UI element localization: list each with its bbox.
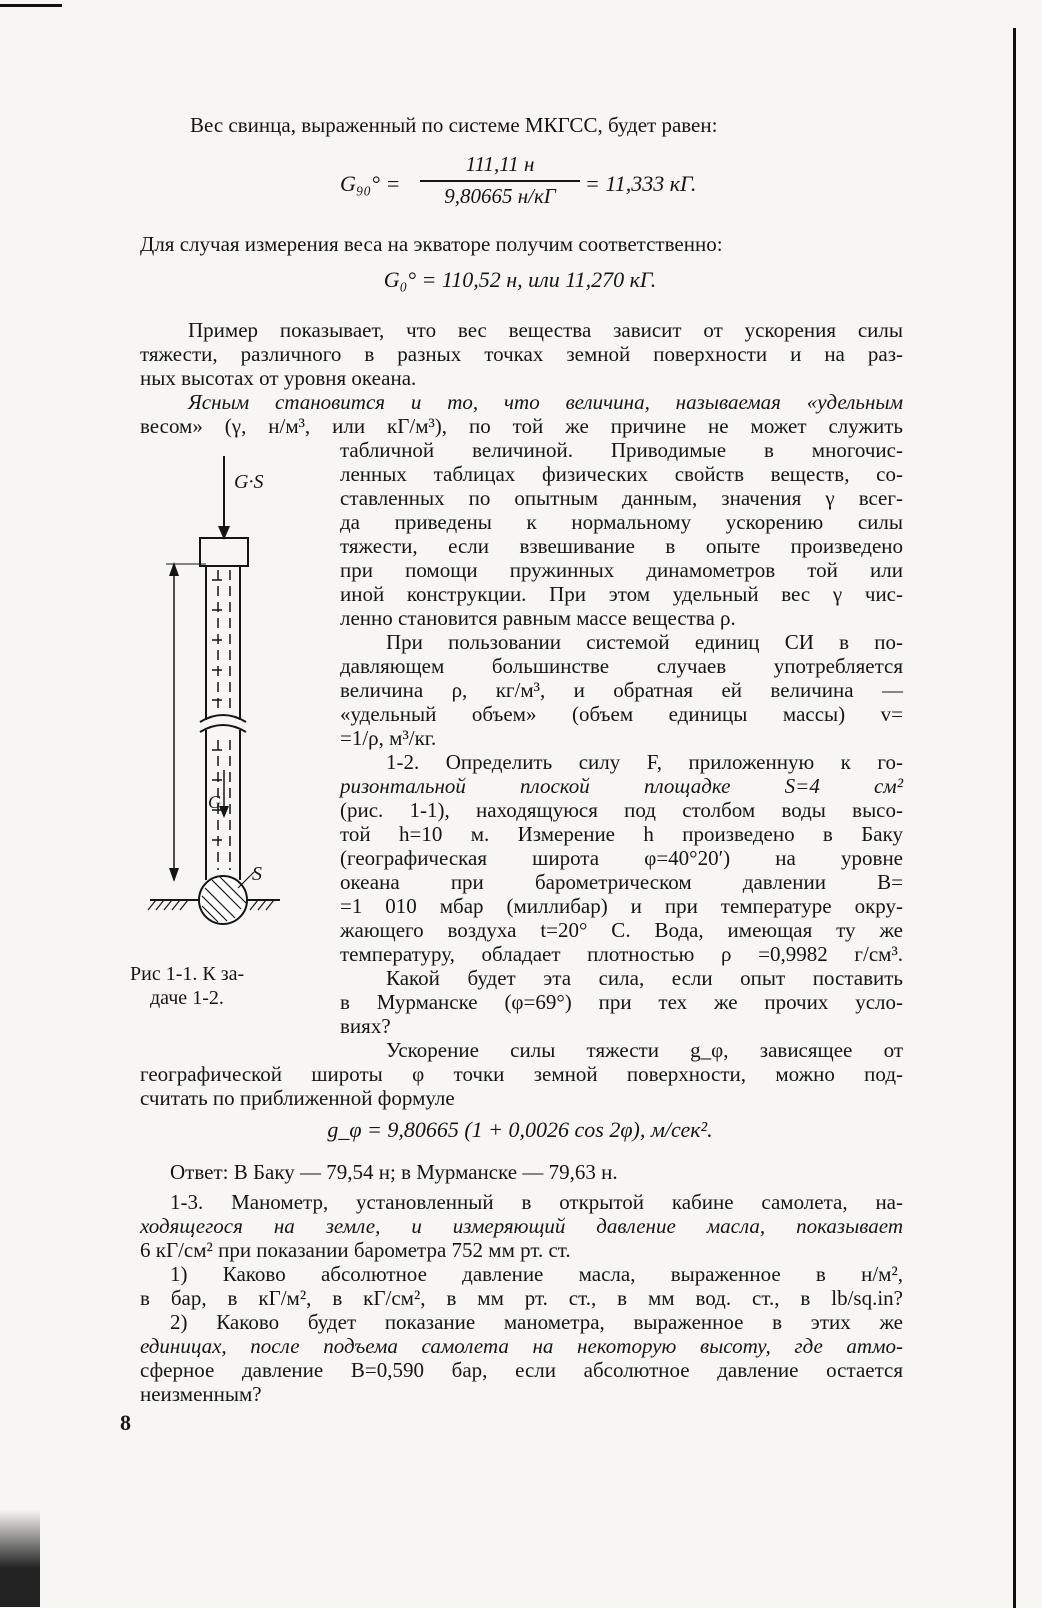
text-line: ходящегося на земле, и измеряющий давление масла, показывает: [140, 1214, 903, 1238]
text-line: Какой будет эта сила, если опыт поставить: [386, 966, 903, 990]
text-line: тяжести, различного в разных точках земной поверхности и на раз-: [140, 342, 903, 366]
text-line: ленных таблицах физических свойств веществ, со-: [340, 462, 903, 486]
formula-g90-left: G₉₀° =: [340, 171, 401, 196]
figure-label-s: S: [252, 863, 262, 885]
text-line: тяжести, если взвешивание в опыте произведено: [340, 534, 903, 558]
text-line: (рис. 1-1), находящуюся под столбом воды высо-: [340, 798, 903, 822]
text-line: Для случая измерения веса на экваторе получим соответственно:: [140, 232, 723, 256]
text-line: 6 кГ/см² при показании барометра 752 мм рт. ст.: [140, 1238, 571, 1262]
text-line: жающего воздуха t=20° С. Вода, имеющая ту же: [340, 918, 903, 942]
text-line: в Мурманске (φ=69°) при тех же прочих усло-: [340, 990, 903, 1014]
figure-caption-line-2: даче 1-2.: [150, 987, 224, 1009]
formula-gphi: g_φ = 9,80665 (1 + 0,0026 cos 2φ), м/сек².: [327, 1117, 713, 1142]
text-line: давляющем большинстве случаев употребляется: [340, 654, 903, 678]
text-line: неизменным?: [140, 1382, 262, 1406]
text-line: ставленных по опытным данным, значения γ всег-: [340, 486, 903, 510]
page-number: 8: [120, 1410, 131, 1435]
text-line: Пример показывает, что вес вещества зависит от ускорения силы: [188, 318, 903, 342]
formula-g90-denominator: 9,80665 н/кГ: [444, 184, 556, 208]
text-line: «удельный объем» (объем единицы массы) v=: [340, 702, 903, 726]
text-line: =1/ρ, м³/кг.: [340, 726, 437, 750]
figure-label-gs: G·S: [234, 471, 264, 493]
text-line: сферное давление B=0,590 бар, если абсолютное давление остается: [140, 1358, 903, 1382]
text-line: температуру, обладает плотностью ρ =0,9982 г/см³.: [340, 942, 903, 966]
formula-g0: G₀° = 110,52 н, или 11,270 кГ.: [383, 267, 657, 292]
top-left-scan-mark: [0, 4, 62, 7]
text-line: 1) Каково абсолютное давление масла, выраженное в н/м²,: [170, 1262, 903, 1286]
text-line: ризонтальной плоской площадке S=4 см²: [340, 774, 903, 798]
formula-g90-fraction-bar: [420, 180, 580, 182]
text-line: Ясным становится и то, что величина, называемая «удельным: [188, 390, 903, 414]
text-line: единицах, после подъема самолета на некоторую высоту, где атмо-: [140, 1334, 903, 1358]
right-page-edge: [1013, 28, 1016, 1608]
text-line: иной конструкции. При этом удельный вес γ чис-: [340, 582, 903, 606]
text-line: да приведены к нормальному ускорению силы: [340, 510, 903, 534]
text-line: весом» (γ, н/м³, или кГ/м³), по той же причине не может служить: [140, 414, 903, 438]
text-line: 2) Каково будет показание манометра, выраженное в этих же: [170, 1310, 903, 1334]
text-line: той h=10 м. Измерение h произведено в Баку: [340, 822, 903, 846]
text-line: табличной величиной. Приводимые в многочис-: [340, 438, 903, 462]
figure-water-column: [130, 440, 330, 960]
text-line: Вес свинца, выраженный по системе МКГСС, будет равен:: [190, 113, 718, 137]
text-line: 1-2. Определить силу F, приложенную к го-: [386, 750, 903, 774]
text-line: При пользовании системой единиц СИ в по-: [386, 630, 903, 654]
text-line: географической широты φ точки земной поверхности, можно под-: [140, 1062, 903, 1086]
text-line: океана при барометрическом давлении B=: [340, 870, 903, 894]
text-line: (географическая широта φ=40°20′) на уровне: [340, 846, 903, 870]
text-line: виях?: [340, 1014, 391, 1038]
formula-g90-right: = 11,333 кГ.: [585, 171, 697, 196]
text-line: величина ρ, кг/м³, и обратная ей величина —: [340, 678, 903, 702]
text-line: ных высотах от уровня океана.: [140, 366, 417, 390]
formula-g90-numerator: 111,11 н: [465, 152, 535, 176]
text-line: =1 010 мбар (миллибар) и при температуре окру-: [340, 894, 903, 918]
text-line: Ускорение силы тяжести g_φ, зависящее от: [386, 1038, 903, 1062]
figure-label-g: G: [208, 792, 221, 812]
answer-line: Ответ: В Баку — 79,54 н; в Мурманске — 79,63 н.: [170, 1160, 618, 1184]
text-line: считать по приближенной формуле: [140, 1086, 455, 1110]
text-line: при помощи пружинных динамометров той или: [340, 558, 903, 582]
bottom-left-scan-mark: [0, 1510, 40, 1607]
text-line: 1-3. Манометр, установленный в открытой кабине самолета, на-: [170, 1190, 903, 1214]
figure-caption-line-1: Рис 1-1. К за-: [130, 963, 245, 985]
text-line: в бар, в кГ/м², в кГ/см², в мм рт. ст., в мм вод. ст., в lb/sq.in?: [140, 1286, 903, 1310]
text-line: ленно становится равным массе вещества ρ.: [340, 606, 736, 630]
